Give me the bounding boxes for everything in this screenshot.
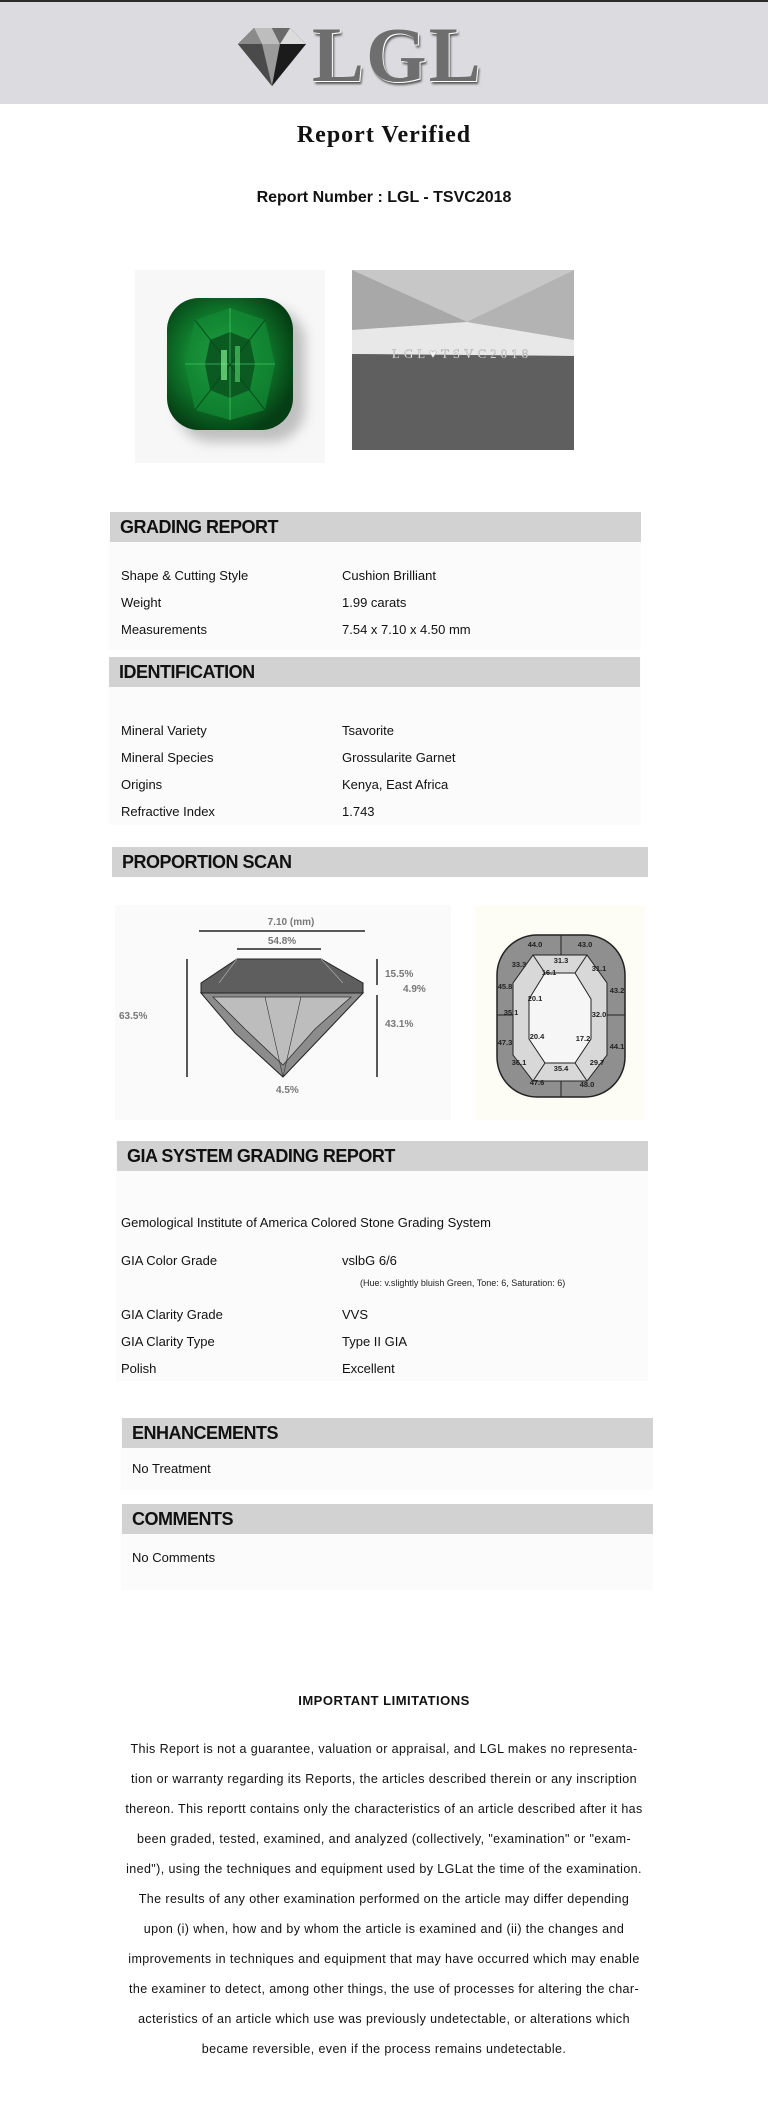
width-label: 7.10 (mm): [267, 917, 315, 928]
facet-label: 35.4: [553, 1064, 569, 1073]
limitations-line: acteristics of an article which use was previously undetectable, or alterations which: [138, 2012, 630, 2026]
gia-color-label: GIA Color Grade: [121, 1253, 218, 1268]
gia-row-label: GIA Clarity Grade: [121, 1307, 223, 1322]
facet-label: 47.6: [529, 1078, 545, 1087]
limitations-line: became reversible, even if the process remains undetectable.: [201, 2042, 567, 2056]
identification-heading: IDENTIFICATION: [109, 657, 640, 687]
pavilion-label: 43.1%: [385, 1019, 414, 1030]
grading-row-label: Measurements: [121, 622, 207, 637]
limitations-line: This Report is not a guarantee, valuation or appraisal, and LGL makes no representa-: [130, 1742, 638, 1756]
header-bar: [0, 0, 768, 104]
gia-color-value: vslbG 6/6: [342, 1253, 397, 1268]
facet-label: 31.1: [591, 964, 607, 973]
gia-system-text: Gemological Institute of America Colored Stone Grading System: [121, 1215, 491, 1230]
identification-row-value: Grossularite Garnet: [342, 750, 456, 765]
top-view-diagram: [475, 905, 645, 1120]
identification-row-value: Tsavorite: [342, 723, 395, 738]
facet-label: 45.8: [497, 982, 513, 991]
facet-label: 29.7: [589, 1058, 605, 1067]
facet-label: 16.1: [541, 968, 557, 977]
facet-label: 20.1: [527, 994, 543, 1003]
identification-row-label: Origins: [121, 777, 163, 792]
grading-row-value: 7.54 x 7.10 x 4.50 mm: [342, 622, 471, 637]
comments-text: No Comments: [132, 1550, 216, 1565]
side-profile-diagram: [115, 905, 451, 1120]
limitations-line: The results of any other examination performed on the article may differ depending: [138, 1892, 630, 1906]
limitations-line: ined"), using the techniques and equipment used by LGLat the time of the examination.: [126, 1862, 642, 1876]
girdle-label: 4.9%: [403, 984, 426, 995]
limitations-line: tion or warranty regarding its Reports, the articles described therein or any inscription: [131, 1772, 637, 1786]
comments-heading: COMMENTS: [122, 1504, 653, 1534]
facet-label: 17.2: [575, 1034, 591, 1043]
enhancements-text: No Treatment: [132, 1461, 211, 1476]
facet-label: 33.3: [511, 960, 527, 969]
inscription-text: LGL♥TSVC2018: [391, 346, 533, 361]
page-title: Report Verified: [296, 122, 472, 148]
facet-label: 44.1: [609, 1042, 625, 1051]
gia-row-value: VVS: [342, 1307, 369, 1322]
identification-row-value: 1.743: [342, 804, 375, 819]
identification-row-value: Kenya, East Africa: [342, 777, 449, 792]
diamond-icon: [232, 22, 312, 92]
logo-text: LGL: [312, 11, 483, 98]
facet-label: 43.0: [577, 940, 593, 949]
gia-row-label: Polish: [121, 1361, 157, 1376]
limitations-line: upon (i) when, how and by whom the article is examined and (ii) the changes and: [143, 1922, 625, 1936]
facet-label: 36.1: [511, 1058, 527, 1067]
facet-label: 44.0: [527, 940, 543, 949]
grading-row-value: Cushion Brilliant: [342, 568, 436, 583]
limitations-line: the examiner to detect, among other things, the use of processes for altering the char-: [128, 1982, 640, 1996]
crown-label: 15.5%: [385, 969, 414, 980]
grading-row-label: Shape & Cutting Style: [121, 568, 249, 583]
identification-row-label: Mineral Species: [121, 750, 214, 765]
gia-row-value: Excellent: [342, 1361, 395, 1376]
facet-label: 48.0: [579, 1080, 595, 1089]
gia-heading: GIA SYSTEM GRADING REPORT: [117, 1141, 648, 1171]
identification-row-label: Refractive Index: [121, 804, 215, 819]
limitations-line: improvements in techniques and equipment that may have occurred which may enable: [128, 1952, 640, 1966]
gem-photo: [135, 270, 325, 463]
culet-label: 4.5%: [276, 1085, 299, 1096]
grading-row-value: 1.99 carats: [342, 595, 407, 610]
inscription-photo: [352, 270, 574, 450]
grading-row-label: Weight: [121, 595, 162, 610]
limitations-line: been graded, tested, examined, and analyzed (collectively, "examination" or "exam-: [136, 1832, 632, 1846]
gia-row-value: Type II GIA: [342, 1334, 408, 1349]
lgl-logo: [232, 11, 492, 98]
proportion-scan-heading: PROPORTION SCAN: [112, 847, 648, 877]
depth-label: 63.5%: [119, 1011, 148, 1022]
identification-row-label: Mineral Variety: [121, 723, 207, 738]
grading-report-heading: GRADING REPORT: [110, 512, 641, 542]
limitations-line: thereon. This reportt contains only the characteristics of an article described after it has: [125, 1802, 643, 1816]
facet-label: 35.1: [503, 1008, 519, 1017]
gia-row-label: GIA Clarity Type: [121, 1334, 215, 1349]
limitations-heading: IMPORTANT LIMITATIONS: [298, 1693, 470, 1708]
report-number: Report Number : LGL - TSVC2018: [256, 189, 512, 206]
limitations-body: [118, 1734, 650, 2064]
enhancements-heading: ENHANCEMENTS: [122, 1418, 653, 1448]
facet-label: 47.3: [497, 1038, 513, 1047]
facet-label: 32.0: [591, 1010, 607, 1019]
gia-color-note: (Hue: v.slightly bluish Green, Tone: 6, Saturation: 6): [360, 1278, 566, 1288]
table-label: 54.8%: [267, 936, 297, 947]
facet-label: 31.3: [553, 956, 569, 965]
facet-label: 43.2: [609, 986, 625, 995]
facet-label: 20.4: [529, 1032, 545, 1041]
